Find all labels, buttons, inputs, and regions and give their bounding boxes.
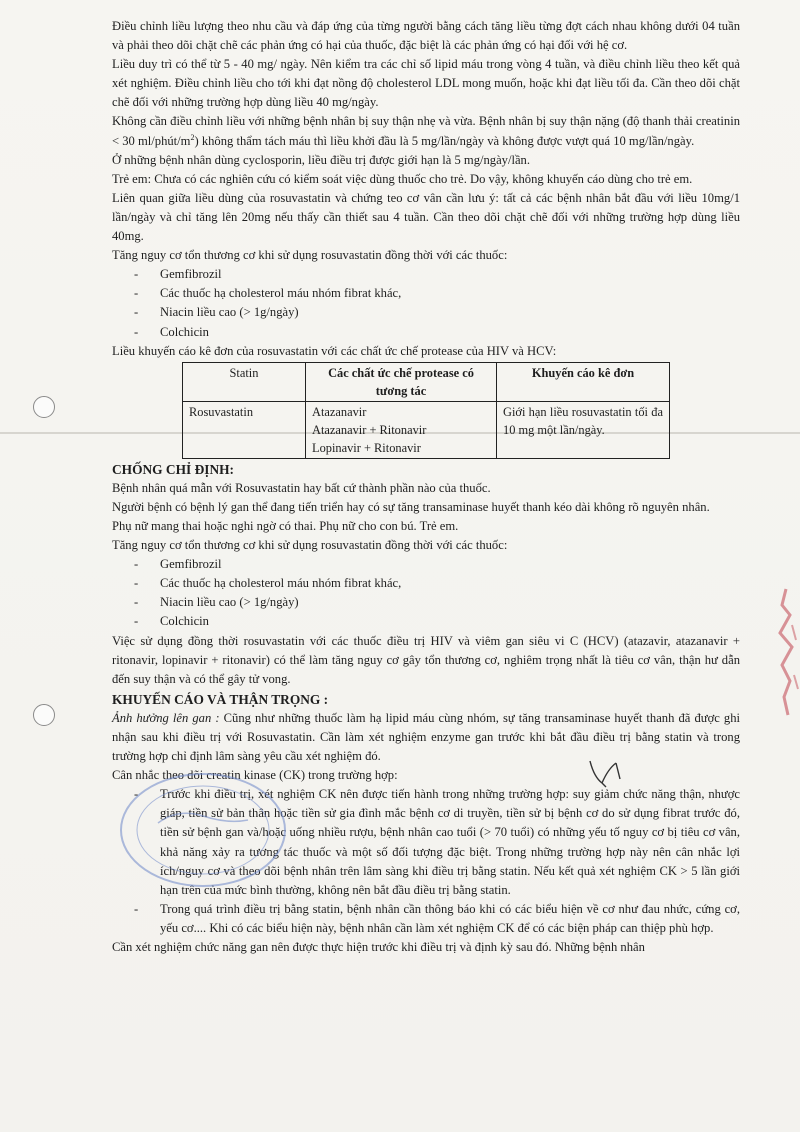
paragraph-renal: Không cần điều chỉnh liều với những bệnh nhân bị suy thận nhẹ và vừa. Bệnh nhân bị suy thận nặng (độ thanh thải creatinin < 30 $ml/phút/m^2$) không thẩm tách máu thì liều khởi đầu là 5 mg/lần/ngày và không được vượt quá 10 mg/lần/ngày.	[112, 114, 740, 148]
table-cell-statin: Rosuvastatin	[183, 401, 306, 458]
paragraph: Bệnh nhân quá mẫn với Rosuvastatin hay bất cứ thành phần nào của thuốc.	[112, 480, 491, 495]
table-row	[183, 401, 670, 458]
paragraph: Liều duy trì có thể từ 5 - 40 mg/ ngày. Nên kiểm tra các chỉ số lipid máu trong vòng 4 tuần, và điều chỉnh liều theo kết quả xét nghiệm. Điều chỉnh liều cho tới khi đạt nồng độ cholesterol LDL mong muốn, hoặc khi đạt liều tối đa. Cần theo dõi chặt chẽ đối với những trường hợp dùng liều 40 mg/ngày.	[112, 57, 740, 110]
signature-initials-icon	[586, 757, 626, 791]
list-item: - Colchicin	[134, 614, 209, 629]
section-heading-warnings: KHUYẾN CÁO VÀ THẬN TRỌNG :	[112, 691, 329, 707]
table-intro: Liều khuyến cáo kê đơn của rosuvastatin với các chất ức chế protease của HIV và HCV:	[112, 343, 557, 358]
binder-hole-icon	[33, 396, 55, 418]
list-item: - Colchicin	[134, 324, 209, 339]
binder-hole-icon	[33, 704, 55, 726]
list-item: - Các thuốc hạ cholesterol máu nhóm fibrat khác,	[134, 286, 402, 301]
paragraph: Cân nhắc theo dõi creatin kinase (CK) trong trường hợp:	[112, 768, 398, 783]
section-heading-contraindications: CHỐNG CHỈ ĐỊNH:	[112, 461, 235, 477]
edge-stamp-mark-icon	[772, 585, 800, 725]
table-header: Khuyến cáo kê đơn	[497, 362, 670, 401]
paragraph: Việc sử dụng đồng thời rosuvastatin với các thuốc điều trị HIV và viêm gan siêu vi C (HCV) (atazavir, atazanavir + ritonavir, lopinavir + ritonavir) có thể làm tăng nguy cơ gây tổn thương cơ, nghiêm trọng nhất là tiêu cơ vân, thận hư dẫn đến suy thận và có thể gây tử vong.	[112, 633, 740, 686]
paragraph: Tăng nguy cơ tổn thương cơ khi sử dụng rosuvastatin đồng thời với các thuốc:	[112, 538, 508, 553]
paragraph: Liên quan giữa liều dùng của rosuvastatin và chứng teo cơ vân cần lưu ý: tất cả các bệnh nhân bắt đầu với liều 10mg/1 lần/ngày và chỉ tăng lên 20mg nếu thấy cần thiết sau 4 tuần. Cần theo dõi chặt chẽ đối với những trường hợp dùng liều 40mg.	[112, 190, 740, 244]
paragraph: Trẻ em: Chưa có các nghiên cứu có kiểm soát việc dùng thuốc cho trẻ. Do vậy, không khuyến cáo dùng cho trẻ em.	[112, 171, 693, 186]
table-cell-recommendation: Giới hạn liều rosuvastatin tối đa 10 mg một lần/ngày.	[497, 401, 670, 458]
list-item: - Trong quá trình điều trị bằng statin, bệnh nhân cần thông báo khi có các biểu hiện về cơ như đau nhức, cứng cơ, yếu cơ.... Khi có các biểu hiện này, bệnh nhân cần làm xét nghiệm CK để có các biện pháp can thiệp phù hợp.	[134, 901, 740, 935]
list-item: - Niacin liều cao (> 1g/ngày)	[134, 305, 299, 320]
list-item: - Gemfibrozil	[134, 557, 222, 572]
paragraph: Phụ nữ mang thai hoặc nghi ngờ có thai. Phụ nữ cho con bú. Trẻ em.	[112, 518, 459, 533]
table-header: Các chất ức chế protease có tương tác	[306, 362, 497, 401]
list-item: - Gemfibrozil	[134, 267, 222, 282]
paragraph: Điều chỉnh liều lượng theo nhu cầu và đáp ứng của từng người bằng cách tăng liều từng đợt cách nhau không dưới 04 tuần và phải theo dõi chặt chẽ các phản ứng có hại của thuốc, đặc biệt là các phản ứng có hại đối với hệ cơ.	[112, 19, 740, 53]
drug-list	[112, 265, 740, 341]
table-cell-inhibitors: Atazanavir Atazanavir + Ritonavir Lopinavir + Ritonavir	[306, 401, 497, 458]
paragraph: Cần xét nghiệm chức năng gan nên được thực hiện trước khi điều trị và định kỳ sau đó. Những bệnh nhân	[112, 940, 645, 955]
list-item: - Niacin liều cao (> 1g/ngày)	[134, 595, 299, 610]
paragraph: Người bệnh có bệnh lý gan thể đang tiến triển hay có sự tăng transaminase huyết thanh kéo dài không rõ nguyên nhân.	[112, 499, 710, 514]
paragraph: Tăng nguy cơ tổn thương cơ khi sử dụng rosuvastatin đồng thời với các thuốc:	[112, 248, 508, 263]
list-item: - Các thuốc hạ cholesterol máu nhóm fibrat khác,	[134, 576, 402, 591]
table-header-row	[183, 362, 670, 401]
protease-inhibitor-table	[182, 362, 670, 459]
stamp-seal-icon	[118, 768, 288, 888]
liver-lead: Ảnh hưởng lên gan :	[112, 710, 220, 725]
table-header: Statin	[183, 362, 306, 401]
list-item: - Trước khi điều trị, xét nghiệm CK nên được tiến hành trong những trường hợp: suy giảm chức năng thận, nhược giáp, tiền sử bản thân hoặc tiền sử gia đình mắc bệnh cơ di truyền, tiền sử bị bệnh cơ do sử dụng fibrat trước đó, tiền sử bệnh gan và/hoặc uống nhiều rượu, bệnh nhân cao tuổi (> 70 tuổi) có những yếu tố nguy cơ bị tiêu cơ vân, khả năng xảy ra tương tác thuốc và một số đối tượng đặc biệt. Trong những trường hợp này nên cân nhắc lợi ích/nguy cơ và theo dõi bệnh nhân trên lâm sàng khi điều trị bằng statin. Nếu kết quả xét nghiệm CK > 5 lần giới hạn trên của mức bình thường, không nên bắt đầu điều trị bằng statin.	[134, 787, 740, 897]
paragraph-liver: Ảnh hưởng lên gan : Cũng như những thuốc làm hạ lipid máu cùng nhóm, sự tăng transaminase huyết thanh đã được ghi nhận sau khi điều trị với Rosuvastatin. Cần làm xét nghiệm enzyme gan trước khi bắt đầu điều trị bằng statin và trong trường hợp chỉ định lâm sàng yêu cầu xét nghiệm đó.	[112, 710, 740, 764]
paragraph: Ở những bệnh nhân dùng cyclosporin, liều điều trị được giới hạn là 5 mg/ngày/lần.	[112, 152, 530, 167]
drug-list	[112, 555, 740, 631]
